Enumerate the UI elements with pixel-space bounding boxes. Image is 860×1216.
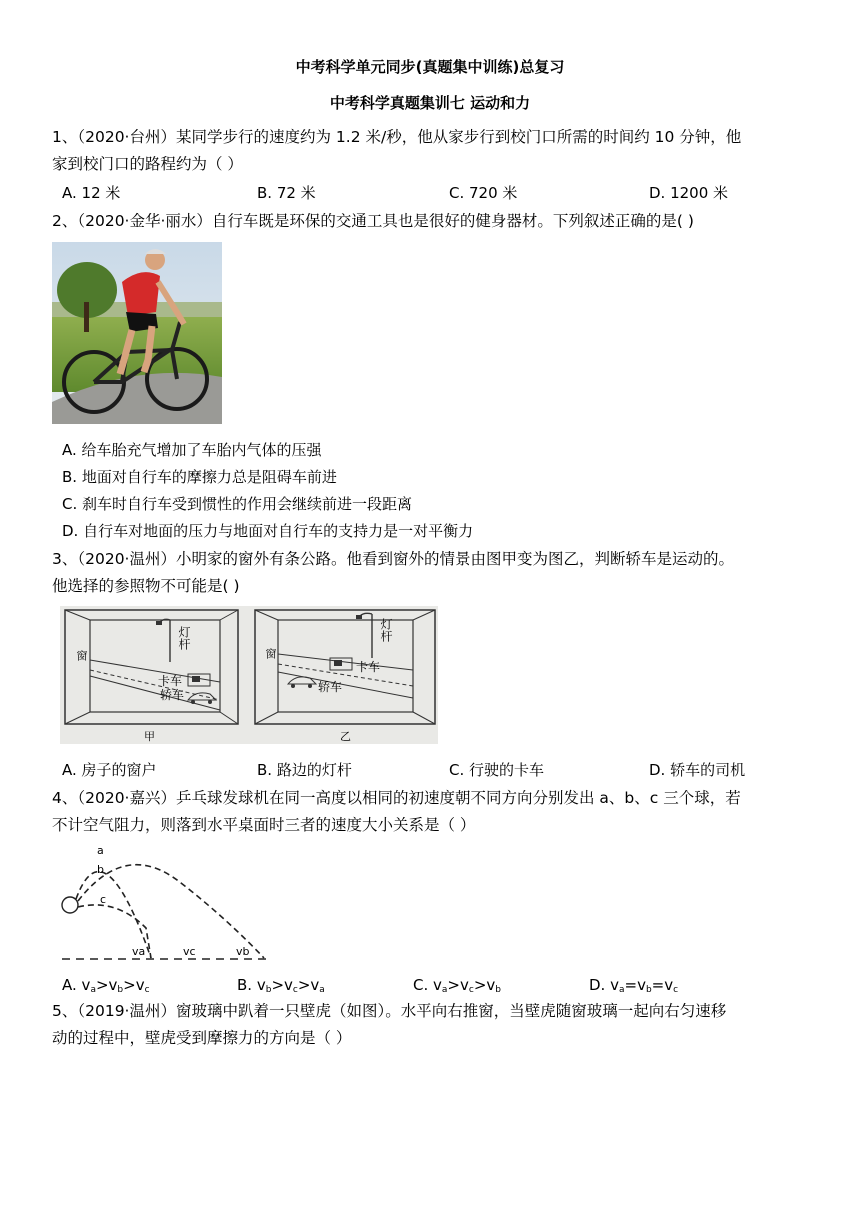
question-5-line-1: 5、（2019·温州）窗玻璃中趴着一只壁虎（如图）。水平向右推窗，当壁虎随窗玻璃一起向右匀速移 [52, 1002, 727, 1020]
question-4-line-2: 不计空气阻力，则落到水平桌面时三者的速度大小关系是（ ） [52, 816, 476, 834]
question-3-line-2: 他选择的参照物不可能是( ) [52, 577, 240, 595]
q3-option-d: D. 轿车的司机 [649, 761, 746, 779]
left-window-label: 窗 [75, 650, 88, 661]
page-title: 中考科学单元同步(真题集中训练)总复习 [295, 58, 565, 76]
question-5-line-2: 动的过程中，壁虎受到摩擦力的方向是（ ） [52, 1029, 352, 1047]
q4-option-c: C. $v_a>v_c>v_b$ [413, 976, 501, 995]
right-lamp-label: 灯杆 [379, 618, 393, 642]
window-scenes-figure [60, 606, 438, 744]
q1-option-c: C. 720 米 [449, 184, 518, 202]
trajectory-figure [56, 843, 276, 963]
question-1-line-2: 家到校门口的路程约为（ ） [52, 155, 243, 173]
q4-option-d: D. $v_a=v_b=v_c$ [589, 976, 679, 995]
left-lamp-label: 灯杆 [177, 626, 191, 650]
q3-option-a: A. 房子的窗户 [62, 761, 157, 779]
q1-option-d: D. 1200 米 [649, 184, 729, 202]
velocity-vc-label: vc [183, 945, 196, 958]
right-car-label: 轿车 [318, 680, 343, 694]
cyclist-photo [52, 242, 222, 424]
q2-option-a: A. 给车胎充气增加了车胎内气体的压强 [62, 441, 322, 459]
q2-option-c: C. 刹车时自行车受到惯性的作用会继续前进一段距离 [62, 495, 413, 513]
question-2-line-1: 2、（2020·金华·丽水）自行车既是环保的交通工具也是很好的健身器材。下列叙述正确的是( ) [52, 212, 694, 230]
q3-option-b: B. 路边的灯杆 [257, 761, 352, 779]
right-window-label: 窗 [264, 648, 277, 659]
q2-option-d: D. 自行车对地面的压力与地面对自行车的支持力是一对平衡力 [62, 522, 474, 540]
q3-option-c: C. 行驶的卡车 [449, 761, 545, 779]
trajectory-b-label: b [97, 863, 104, 876]
right-truck-label: 卡车 [356, 660, 381, 674]
label-yi: 乙 [340, 730, 351, 743]
section-title: 中考科学真题集训七 运动和力 [329, 94, 531, 112]
velocity-vb-label: vb [236, 945, 250, 958]
trajectory-c-label: c [100, 893, 107, 906]
velocity-va-label: va [132, 945, 146, 958]
q4-option-b: B. $v_b>v_c>v_a$ [237, 976, 325, 995]
left-truck-label: 卡车 [158, 674, 183, 688]
question-1-line-1: 1、（2020·台州）某同学步行的速度约为 1.2 米/秒，他从家步行到校门口所需的时间约 10 分钟，他 [52, 128, 742, 146]
label-jia: 甲 [144, 730, 155, 743]
q2-option-b: B. 地面对自行车的摩擦力总是阻碍车前进 [62, 468, 337, 486]
left-car-label: 轿车 [160, 688, 185, 702]
q1-option-a: A. 12 米 [62, 184, 121, 202]
trajectory-a-label: a [97, 844, 104, 857]
q1-option-b: B. 72 米 [257, 184, 316, 202]
q4-option-a: A. $v_a>v_b>v_c$ [62, 976, 150, 995]
question-4-line-1: 4、（2020·嘉兴）乒乓球发球机在同一高度以相同的初速度朝不同方向分别发出 a、b、c 三个球，若 [52, 789, 741, 807]
question-3-line-1: 3、（2020·温州）小明家的窗外有条公路。他看到窗外的情景由图甲变为图乙，判断轿车是运动的。 [52, 550, 734, 568]
